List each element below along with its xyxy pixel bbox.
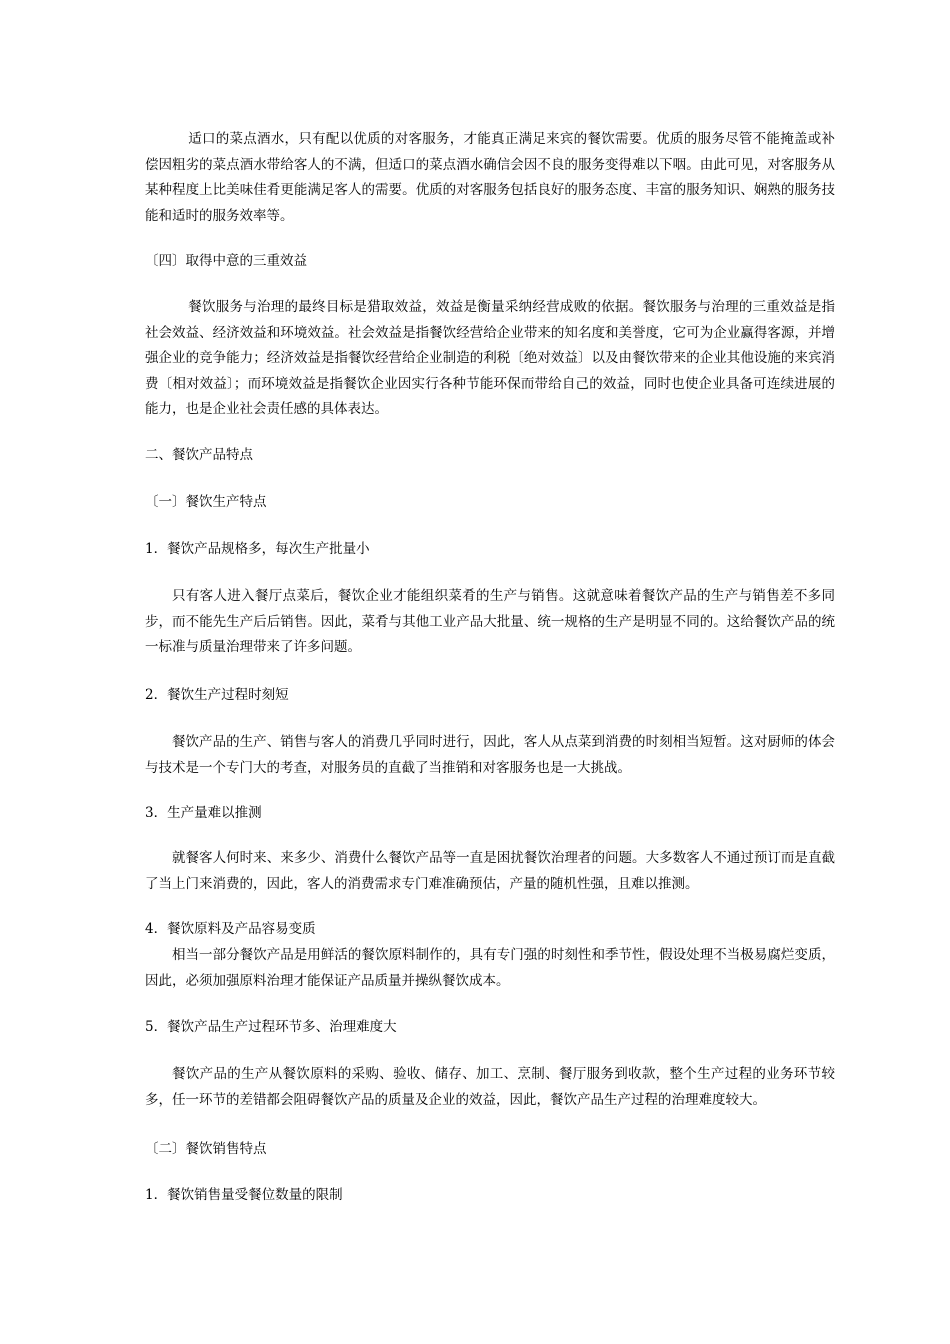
heading-sales-item-1: 1．餐饮销售量受餐位数量的限制 bbox=[145, 1187, 343, 1203]
heading-production-features: 〔一〕餐饮生产特点 bbox=[145, 494, 267, 510]
heading-item-1: 1．餐饮产品规格多，每次生产批量小 bbox=[145, 541, 370, 557]
heading-triple-benefits: 〔四〕取得中意的三重效益 bbox=[145, 253, 307, 269]
paragraph-item-4: 相当一部分餐饮产品是用鲜活的餐饮原料制作的，具有专门强的时刻性和季节性，假设处理不当极易腐烂变质，因此，必须加强原料治理才能保证产品质量并操纵餐饮成本。 bbox=[145, 947, 835, 989]
paragraph-item-5: 餐饮产品的生产从餐饮原料的采购、验收、储存、加工、烹制、餐厅服务到收款，整个生产过程的业务环节较多，任一环节的差错都会阻碍餐饮产品的质量及企业的效益，因此，餐饮产品生产过程的治理难度较大。 bbox=[145, 1066, 835, 1108]
heading-item-2: 2．餐饮生产过程时刻短 bbox=[145, 687, 289, 703]
paragraph-item-1: 只有客人进入餐厅点菜后，餐饮企业才能组织菜肴的生产与销售。这就意味着餐饮产品的生产与销售差不多同步，而不能先生产后后销售。因此，菜肴与其他工业产品大批量、统一规格的生产是明显不同的。这给餐饮产品的统一标准与质量治理带来了许多问题。 bbox=[145, 588, 835, 655]
heading-sales-features: 〔二〕餐饮销售特点 bbox=[145, 1141, 267, 1157]
heading-section-two: 二、餐饮产品特点 bbox=[145, 447, 253, 463]
heading-item-5: 5．餐饮产品生产过程环节多、治理难度大 bbox=[145, 1019, 397, 1035]
paragraph-triple-benefits: 餐饮服务与治理的最终目标是猎取效益，效益是衡量采纳经营成败的依据。餐饮服务与治理的三重效益是指社会效益、经济效益和环境效益。社会效益是指餐饮经营给企业带来的知名度和美誉度，它可为企业赢得客源，并增强企业的竞争能力；经济效益是指餐饮经营给企业制造的利税〔绝对效益〕以及由餐饮带来的企业其他设施的来宾消费〔相对效益〕；而环境效益是指餐饮企业因实行各种节能环保而带给自己的效益，同时也使企业具备可连续进展的能力，也是企业社会责任感的具体表达。 bbox=[145, 299, 835, 417]
paragraph-item-2: 餐饮产品的生产、销售与客人的消费几乎同时进行，因此，客人从点菜到消费的时刻相当短暂。这对厨师的体会与技术是一个专门大的考查，对服务员的直截了当推销和对客服务也是一大挑战。 bbox=[145, 734, 835, 776]
heading-item-4: 4．餐饮原料及产品容易变质 bbox=[145, 921, 316, 937]
paragraph-service-quality: 适口的菜点酒水，只有配以优质的对客服务，才能真正满足来宾的餐饮需要。优质的服务尽管不能掩盖或补偿因粗劣的菜点酒水带给客人的不满，但适口的菜点酒水确信会因不良的服务变得难以下咽。由此可见，对客服务从某种程度上比美味佳肴更能满足客人的需要。优质的对客服务包括良好的服务态度、丰富的服务知识、娴熟的服务技能和适时的服务效率等。 bbox=[145, 131, 835, 224]
heading-item-3: 3．生产量难以推测 bbox=[145, 805, 262, 821]
paragraph-item-3: 就餐客人何时来、来多少、消费什么餐饮产品等一直是困扰餐饮治理者的问题。大多数客人不通过预订而是直截了当上门来消费的，因此，客人的消费需求专门难准确预估，产量的随机性强，且难以推测。 bbox=[145, 850, 835, 892]
